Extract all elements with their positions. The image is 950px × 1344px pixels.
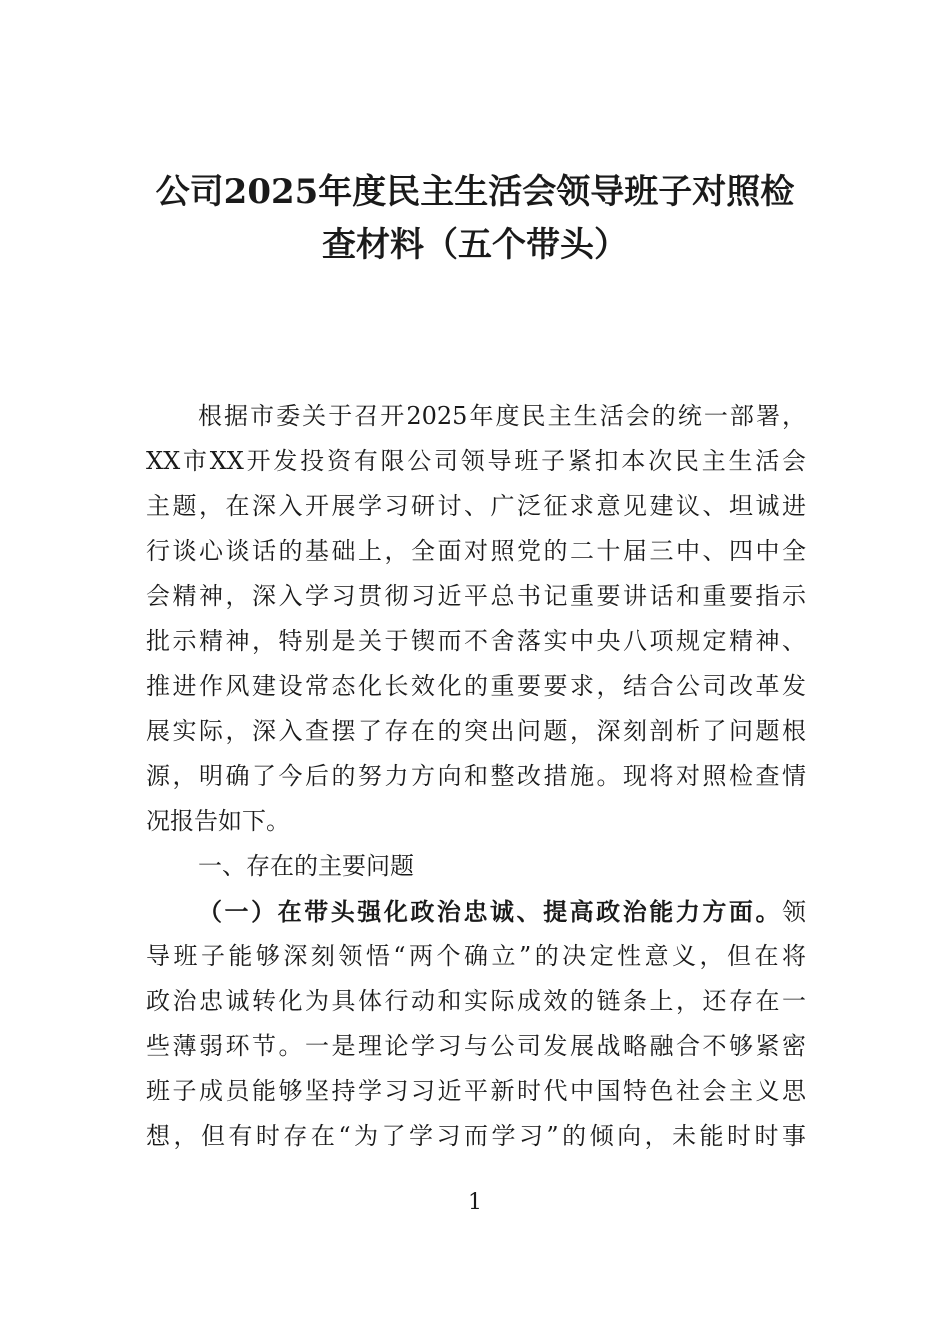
title-line-1: 公司2025年度民主生活会领导班子对照检 xyxy=(155,172,795,212)
paragraph-line: 展实际，深入查摆了存在的突出问题，深刻剖析了问题根 xyxy=(146,717,806,745)
paragraph-line: 行谈心谈话的基础上，全面对照党的二十届三中、四中全 xyxy=(146,537,806,565)
paragraph-line: 班子成员能够坚持学习习近平新时代中国特色社会主义思 xyxy=(146,1077,806,1105)
paragraph-line: 会精神，深入学习贯彻习近平总书记重要讲话和重要指示 xyxy=(146,582,806,610)
paragraph-line: 源，明确了今后的努力方向和整改措施。现将对照检查情 xyxy=(146,762,806,790)
paragraph-line: 导班子能够深刻领悟“两个确立”的决定性意义，但在将 xyxy=(146,942,806,970)
paragraph-line xyxy=(146,889,806,934)
paragraph-line: 些薄弱环节。一是理论学习与公司发展战略融合不够紧密 xyxy=(146,1032,806,1060)
subsection-paragraph xyxy=(146,889,806,1159)
intro-paragraph xyxy=(146,394,806,844)
paragraph-line-tail: 领 xyxy=(782,898,806,926)
paragraph-line: 根据市委关于召开2025年度民主生活会的统一部署， xyxy=(198,402,806,430)
paragraph-line: 批示精神，特别是关于锲而不舍落实中央八项规定精神、 xyxy=(146,627,806,655)
page-number: 1 xyxy=(468,1190,482,1215)
paragraph-line: 想，但有时存在“为了学习而学习”的倾向，未能时时事 xyxy=(146,1122,806,1150)
paragraph-line: XX市XX开发投资有限公司领导班子紧扣本次民主生活会 xyxy=(146,447,806,475)
title-line-2: 查材料（五个带头） xyxy=(322,225,628,265)
document-title xyxy=(145,166,805,272)
paragraph-line: 政治忠诚转化为具体行动和实际成效的链条上，还存在一 xyxy=(146,987,806,1015)
subsection-heading: （一）在带头强化政治忠诚、提高政治能力方面。 xyxy=(198,897,782,926)
paragraph-line: 况报告如下。 xyxy=(146,807,290,835)
section-heading: 一、存在的主要问题 xyxy=(198,852,414,880)
document-body xyxy=(146,394,806,1159)
paragraph-line: 主题，在深入开展学习研讨、广泛征求意见建议、坦诚进 xyxy=(146,492,806,520)
paragraph-line: 推进作风建设常态化长效化的重要要求，结合公司改革发 xyxy=(146,672,806,700)
